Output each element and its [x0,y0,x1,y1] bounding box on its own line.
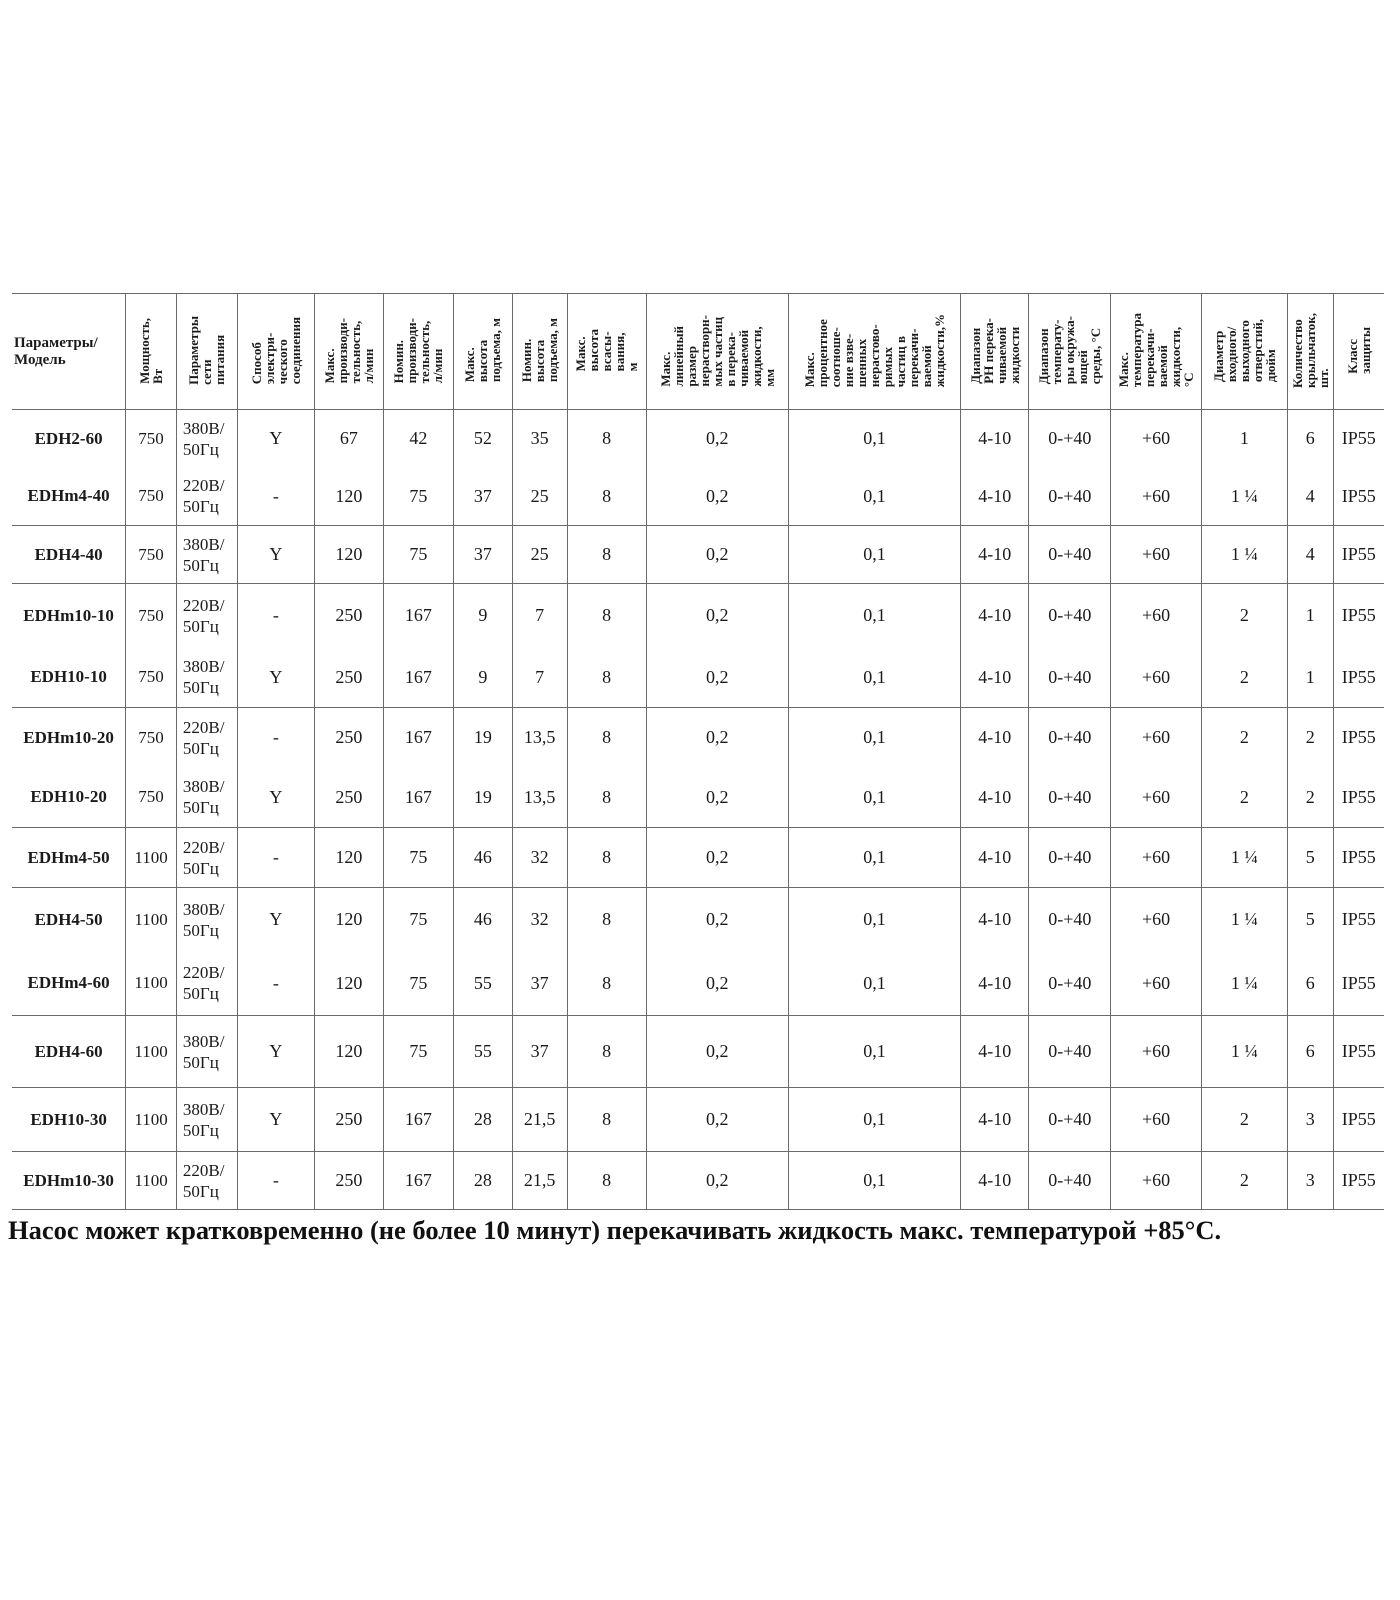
max-head-cell: 19 [453,708,512,768]
ph-cell: 4-10 [961,648,1029,708]
diameter-cell: 2 [1201,1152,1287,1210]
ambient-temp-cell: 0-+40 [1029,708,1111,768]
model-cell: EDHm10-30 [12,1152,126,1210]
connection-cell: - [237,828,314,888]
nom-head-cell: 25 [512,468,567,526]
model-cell: EDH2-60 [12,410,126,468]
liquid-temp-cell: +60 [1111,1152,1201,1210]
particle-pct-cell: 0,1 [788,828,961,888]
particle-pct-cell: 0,1 [788,708,961,768]
particle-pct-cell: 0,1 [788,526,961,584]
ph-cell: 4-10 [961,526,1029,584]
ph-cell: 4-10 [961,768,1029,828]
ambient-temp-cell: 0-+40 [1029,584,1111,648]
header-liquid-temp: Макс. температура перекачи- ваемой жидкости, °C [1111,294,1201,410]
table-row [12,584,1384,648]
particle-size-cell: 0,2 [646,1152,788,1210]
diameter-cell: 1 ¼ [1201,952,1287,1016]
supply-frequency: 50Гц [182,1120,219,1140]
nom-flow-cell: 167 [383,708,453,768]
ambient-temp-cell: 0-+40 [1029,888,1111,952]
protection-cell: IP55 [1333,888,1384,952]
nom-head-cell: 35 [512,410,567,468]
particle-size-cell: 0,2 [646,526,788,584]
max-flow-cell: 250 [314,708,383,768]
protection-cell: IP55 [1333,1152,1384,1210]
table-row [12,1088,1384,1152]
header-particle-pct: Макс. процентное соотноше- ние взве- шенных нерастово- римых частиц в перекачи- ваемой жидкости,% [788,294,961,410]
header-supply: Параметры сети питания [176,294,237,410]
max-flow-cell: 120 [314,1016,383,1088]
supply-frequency: 50Гц [182,858,219,878]
supply-voltage: 380В/ [182,777,225,797]
model-cell: EDHm4-40 [12,468,126,526]
liquid-temp-cell: +60 [1111,708,1201,768]
particle-pct-cell: 0,1 [788,888,961,952]
max-head-cell: 37 [453,468,512,526]
diameter-cell: 1 ¼ [1201,888,1287,952]
ambient-temp-cell: 0-+40 [1029,1088,1111,1152]
connection-cell: Y [237,768,314,828]
supply-cell [176,1152,237,1210]
supply-cell [176,584,237,648]
nom-head-cell: 25 [512,526,567,584]
connection-cell: Y [237,410,314,468]
impellers-cell: 3 [1287,1088,1333,1152]
nom-head-cell: 7 [512,584,567,648]
max-flow-cell: 120 [314,828,383,888]
nom-flow-cell: 167 [383,584,453,648]
particle-size-cell: 0,2 [646,468,788,526]
nom-flow-cell: 75 [383,828,453,888]
liquid-temp-cell: +60 [1111,1088,1201,1152]
supply-frequency: 50Гц [182,616,219,636]
header-nom-flow: Номин. производи- тельность, л/мин [383,294,453,410]
header-max-flow: Макс. производи- тельность, л/мин [314,294,383,410]
nom-flow-cell: 75 [383,952,453,1016]
supply-frequency: 50Гц [182,798,219,818]
particle-pct-cell: 0,1 [788,410,961,468]
particle-size-cell: 0,2 [646,952,788,1016]
power-cell: 1100 [126,1016,177,1088]
ambient-temp-cell: 0-+40 [1029,1016,1111,1088]
nom-flow-cell: 42 [383,410,453,468]
suction-cell: 8 [567,584,646,648]
supply-frequency: 50Гц [182,555,219,575]
ph-cell: 4-10 [961,888,1029,952]
protection-cell: IP55 [1341,972,1376,993]
model-cell: EDH4-40 [12,526,126,584]
supply-cell [176,1016,237,1088]
supply-frequency: 50Гц [182,1181,219,1201]
particle-pct-cell: 0,1 [788,1152,961,1210]
supply-frequency: 50Гц [182,984,219,1004]
max-head-cell: 46 [453,828,512,888]
supply-voltage: 220В/ [182,717,225,737]
protection-cell: IP55 [1333,1088,1384,1152]
suction-cell: 8 [567,708,646,768]
header-impellers: Количество крыльчаток, шт. [1287,294,1333,410]
max-head-cell: 28 [453,1152,512,1210]
liquid-temp-cell: +60 [1111,526,1201,584]
nom-flow-cell: 167 [383,768,453,828]
max-head-cell: 28 [453,1088,512,1152]
power-cell: 750 [126,584,177,648]
ph-cell: 4-10 [961,1088,1029,1152]
particle-size-cell: 0,2 [646,1016,788,1088]
power-cell: 750 [126,468,177,526]
supply-cell [176,468,237,526]
supply-voltage: 220В/ [182,595,225,615]
particle-size-cell: 0,2 [646,708,788,768]
protection-cell: IP55 [1333,1016,1384,1088]
impellers-cell: 4 [1287,468,1333,526]
nom-head-cell: 13,5 [512,768,567,828]
suction-cell: 8 [567,410,646,468]
power-cell: 1100 [126,828,177,888]
impellers-cell: 1 [1287,648,1333,708]
max-flow-cell: 250 [314,648,383,708]
suction-cell: 8 [567,648,646,708]
particle-pct-cell: 0,1 [788,648,961,708]
ambient-temp-cell: 0-+40 [1029,648,1111,708]
connection-cell: - [237,468,314,526]
liquid-temp-cell: +60 [1111,828,1201,888]
table-row [12,708,1384,768]
nom-head-cell: 37 [512,1016,567,1088]
table-row [12,1016,1384,1088]
supply-cell [176,828,237,888]
footnote: Насос может кратковременно (не более 10 минут) перекачивать жидкость макс. температурой +85°C. [8,1215,1222,1245]
suction-cell: 8 [567,526,646,584]
impellers-cell: 6 [1287,1016,1333,1088]
connection-cell: Y [237,648,314,708]
header-row [12,294,1384,410]
ph-cell: 4-10 [961,1152,1029,1210]
ambient-temp-cell: 0-+40 [1029,952,1111,1016]
supply-voltage: 380В/ [182,534,225,554]
nom-flow-cell: 167 [383,648,453,708]
liquid-temp-cell: +60 [1111,888,1201,952]
diameter-cell: 2 [1201,584,1287,648]
diameter-cell: 1 ¼ [1201,1016,1287,1088]
diameter-cell: 1 ¼ [1201,468,1287,526]
ambient-temp-cell: 0-+40 [1029,768,1111,828]
diameter-cell: 2 [1201,708,1287,768]
liquid-temp-cell: +60 [1111,584,1201,648]
nom-flow-cell: 75 [383,1016,453,1088]
ph-cell: 4-10 [961,952,1029,1016]
power-cell: 1100 [126,952,177,1016]
header-diameter: Диаметр входного/ выходного отверстий, дюйм [1201,294,1287,410]
max-flow-cell: 250 [314,584,383,648]
diameter-cell: 2 [1201,648,1287,708]
table-row [12,468,1384,526]
header-particle-size: Макс. линейный размер нерастворн- мых частиц в перека- чиваемой жидкости, мм [646,294,788,410]
protection-cell: IP55 [1341,786,1376,807]
nom-head-cell: 13,5 [512,708,567,768]
impellers-cell: 2 [1287,708,1333,768]
nom-head-cell: 32 [512,828,567,888]
max-flow-cell: 120 [314,888,383,952]
particle-size-cell: 0,2 [646,584,788,648]
table-row [12,828,1384,888]
nom-head-cell: 21,5 [512,1152,567,1210]
supply-frequency: 50Гц [182,439,219,459]
protection-cell: IP55 [1333,828,1384,888]
liquid-temp-cell: +60 [1111,768,1201,828]
connection-cell: - [237,1152,314,1210]
header-ambient-temp: Диапазон температу- ры окружа- ющей среды, °C [1029,294,1111,410]
model-cell: EDH4-60 [12,1016,126,1088]
ph-cell: 4-10 [961,410,1029,468]
supply-voltage: 380В/ [182,1099,225,1119]
supply-cell [176,1088,237,1152]
max-head-cell: 55 [453,1016,512,1088]
ph-cell: 4-10 [961,584,1029,648]
connection-cell: - [237,952,314,1016]
max-head-cell: 19 [453,768,512,828]
pump-spec-table [12,293,1384,1210]
protection-cell: IP55 [1341,666,1376,687]
max-head-cell: 52 [453,410,512,468]
header-max-head: Макс. высота подъема, м [453,294,512,410]
ph-cell: 4-10 [961,1016,1029,1088]
supply-voltage: 220В/ [182,1160,225,1180]
power-cell: 750 [126,526,177,584]
protection-cell: IP55 [1341,428,1376,449]
header-model: Параметры/ Модель [12,294,126,410]
connection-cell: Y [237,1016,314,1088]
table-row [12,526,1384,584]
nom-flow-cell: 167 [383,1152,453,1210]
power-cell: 750 [126,768,177,828]
table-row [12,410,1384,468]
power-cell: 1100 [126,888,177,952]
max-flow-cell: 120 [314,468,383,526]
max-flow-cell: 120 [314,526,383,584]
protection-cell: IP55 [1341,485,1376,506]
nom-flow-cell: 75 [383,468,453,526]
nom-flow-cell: 75 [383,526,453,584]
max-head-cell: 55 [453,952,512,1016]
particle-size-cell: 0,2 [646,410,788,468]
suction-cell: 8 [567,768,646,828]
diameter-cell: 1 ¼ [1201,828,1287,888]
particle-pct-cell: 0,1 [788,1088,961,1152]
liquid-temp-cell: +60 [1111,468,1201,526]
nom-head-cell: 21,5 [512,1088,567,1152]
liquid-temp-cell: +60 [1111,648,1201,708]
power-cell: 1100 [126,1088,177,1152]
connection-cell: - [237,708,314,768]
table-row [12,648,1384,708]
supply-voltage: 220В/ [182,837,225,857]
protection-cell: IP55 [1333,584,1384,648]
particle-size-cell: 0,2 [646,768,788,828]
impellers-cell: 6 [1287,410,1333,468]
connection-cell: Y [237,526,314,584]
table-row [12,768,1384,828]
supply-frequency: 50Гц [182,497,219,517]
suction-cell: 8 [567,828,646,888]
suction-cell: 8 [567,468,646,526]
particle-size-cell: 0,2 [646,1088,788,1152]
max-head-cell: 37 [453,526,512,584]
supply-cell [176,410,237,468]
power-cell: 1100 [126,1152,177,1210]
supply-frequency: 50Гц [182,920,219,940]
header-ph: Диапазон PH перека- чиваемой жидкости [961,294,1029,410]
ambient-temp-cell: 0-+40 [1029,468,1111,526]
power-cell: 750 [126,410,177,468]
diameter-cell: 1 [1201,410,1287,468]
diameter-cell: 1 ¼ [1201,526,1287,584]
connection-cell: Y [237,888,314,952]
model-cell: EDH10-30 [12,1088,126,1152]
ph-cell: 4-10 [961,828,1029,888]
particle-pct-cell: 0,1 [788,768,961,828]
supply-cell [176,526,237,584]
power-cell: 750 [126,708,177,768]
table-row [12,952,1384,1016]
ambient-temp-cell: 0-+40 [1029,828,1111,888]
suction-cell: 8 [567,1016,646,1088]
supply-voltage: 380В/ [182,1031,225,1051]
model-cell: EDHm10-20 [12,708,126,768]
particle-pct-cell: 0,1 [788,952,961,1016]
supply-cell [176,708,237,768]
suction-cell: 8 [567,952,646,1016]
connection-cell: - [237,584,314,648]
liquid-temp-cell: +60 [1111,1016,1201,1088]
supply-cell [176,768,237,828]
suction-cell: 8 [567,1152,646,1210]
diameter-cell: 2 [1201,768,1287,828]
particle-size-cell: 0,2 [646,648,788,708]
ph-cell: 4-10 [961,708,1029,768]
ph-cell: 4-10 [961,468,1029,526]
impellers-cell: 2 [1287,768,1333,828]
model-cell: EDHm4-60 [12,952,126,1016]
particle-pct-cell: 0,1 [788,584,961,648]
model-cell: EDH4-50 [12,888,126,952]
model-cell: EDH10-20 [12,768,126,828]
supply-cell [176,648,237,708]
impellers-cell: 4 [1287,526,1333,584]
supply-cell [176,888,237,952]
diameter-cell: 2 [1201,1088,1287,1152]
ambient-temp-cell: 0-+40 [1029,526,1111,584]
max-flow-cell: 120 [314,952,383,1016]
supply-frequency: 50Гц [182,738,219,758]
header-power: Мощность, Вт [126,294,177,410]
supply-cell [176,952,237,1016]
particle-pct-cell: 0,1 [788,1016,961,1088]
max-head-cell: 46 [453,888,512,952]
max-head-cell: 9 [453,648,512,708]
impellers-cell: 5 [1287,888,1333,952]
particle-pct-cell: 0,1 [788,468,961,526]
protection-cell: IP55 [1333,708,1384,768]
header-nom-head: Номин. высота подъема, м [512,294,567,410]
connection-cell: Y [237,1088,314,1152]
nom-head-cell: 37 [512,952,567,1016]
supply-frequency: 50Гц [182,1052,219,1072]
impellers-cell: 6 [1287,952,1333,1016]
supply-voltage: 380В/ [182,657,225,677]
particle-size-cell: 0,2 [646,888,788,952]
table-row [12,1152,1384,1210]
impellers-cell: 3 [1287,1152,1333,1210]
max-flow-cell: 250 [314,1088,383,1152]
supply-frequency: 50Гц [182,678,219,698]
ambient-temp-cell: 0-+40 [1029,1152,1111,1210]
liquid-temp-cell: +60 [1111,410,1201,468]
nom-head-cell: 32 [512,888,567,952]
model-cell: EDHm10-10 [12,584,126,648]
max-flow-cell: 67 [314,410,383,468]
nom-flow-cell: 75 [383,888,453,952]
max-flow-cell: 250 [314,768,383,828]
particle-size-cell: 0,2 [646,828,788,888]
supply-voltage: 380В/ [182,418,225,438]
ambient-temp-cell: 0-+40 [1029,410,1111,468]
power-cell: 750 [126,648,177,708]
impellers-cell: 5 [1287,828,1333,888]
supply-voltage: 380В/ [182,899,225,919]
suction-cell: 8 [567,888,646,952]
model-cell: EDHm4-50 [12,828,126,888]
nom-flow-cell: 167 [383,1088,453,1152]
header-suction: Макс. высота всасы- вания, м [567,294,646,410]
supply-voltage: 220В/ [182,963,225,983]
header-connection: Способ электри- ческого соединения [237,294,314,410]
max-flow-cell: 250 [314,1152,383,1210]
suction-cell: 8 [567,1088,646,1152]
protection-cell: IP55 [1333,526,1384,584]
max-head-cell: 9 [453,584,512,648]
supply-voltage: 220В/ [182,476,225,496]
impellers-cell: 1 [1287,584,1333,648]
header-protection: Класс защиты [1333,294,1384,410]
table-row [12,888,1384,952]
model-cell: EDH10-10 [12,648,126,708]
nom-head-cell: 7 [512,648,567,708]
liquid-temp-cell: +60 [1111,952,1201,1016]
